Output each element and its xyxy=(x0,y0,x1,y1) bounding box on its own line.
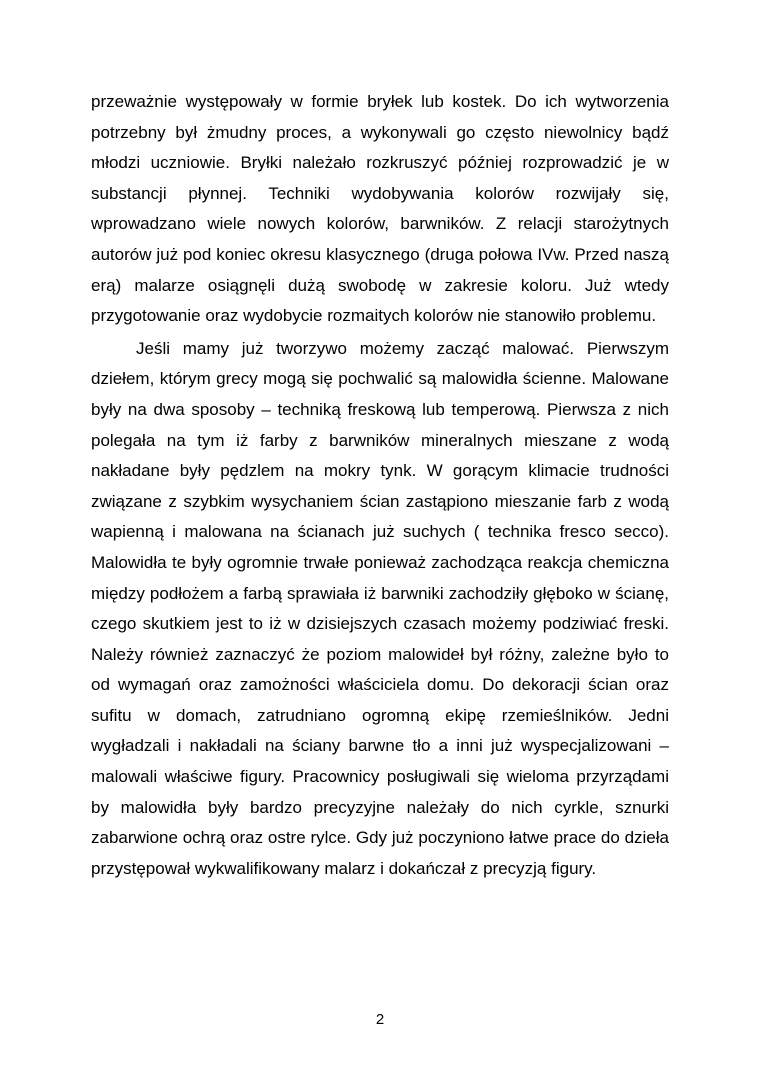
page-number: 2 xyxy=(375,1011,385,1028)
body-text xyxy=(91,87,669,884)
paragraph-wall-paintings: Jeśli mamy już tworzywo możemy zacząć malować. Pierwszym dziełem, którym grecy mogą się pochwalić są malowidła ścienne. Malowane były na dwa sposoby – techniką freskową lub temperową. Pierwsza z nich polegała na tym iż farby z barwników mineralnych mieszane z wodą nakładane były pędzlem na mokry tynk. W gorącym klimacie trudności związane z szybkim wysychaniem ścian zastąpiono mieszanie farb z wodą wapienną i malowana na ścianach już suchych ( technika fresco secco). Malowidła te były ogromnie trwałe ponieważ zachodząca reakcja chemiczna między podłożem a farbą sprawiała iż barwniki zachodziły głęboko w ścianę, czego skutkiem jest to iż w dzisiejszych czasach możemy podziwiać freski. Należy również zaznaczyć że poziom malowideł był różny, zależne było to od wymagań oraz zamożności właściciela domu. Do dekoracji ścian oraz sufitu w domach, zatrudniano ogromną ekipę rzemieślników. Jedni wygładzali i nakładali na ściany barwne tło a inni już wyspecjalizowani – malowali właściwe figury. Pracownicy posługiwali się wieloma przyrządami by malowidła były bardzo precyzyjne należały do nich cyrkle, sznurki zabarwione ochrą oraz ostre rylce. Gdy już poczyniono łatwe prace do dzieła przystępował wykwalifikowany malarz i dokańczał z precyzją figury. xyxy=(91,338,669,878)
paragraph-continuation: przeważnie występowały w formie bryłek lub kostek. Do ich wytworzenia potrzebny był żmudny proces, a wykonywali go często niewolnicy bądź młodzi uczniowie. Bryłki należało rozkruszyć później rozprowadzić je w substancji płynnej. Techniki wydobywania kolorów rozwijały się, wprowadzano wiele nowych kolorów, barwników. Z relacji starożytnych autorów już pod koniec okresu klasycznego (druga połowa IVw. Przed naszą erą) malarze osiągnęli dużą swobodę w zakresie koloru. Już wtedy przygotowanie oraz wydobycie rozmaitych kolorów nie stanowiło problemu. xyxy=(91,92,669,326)
